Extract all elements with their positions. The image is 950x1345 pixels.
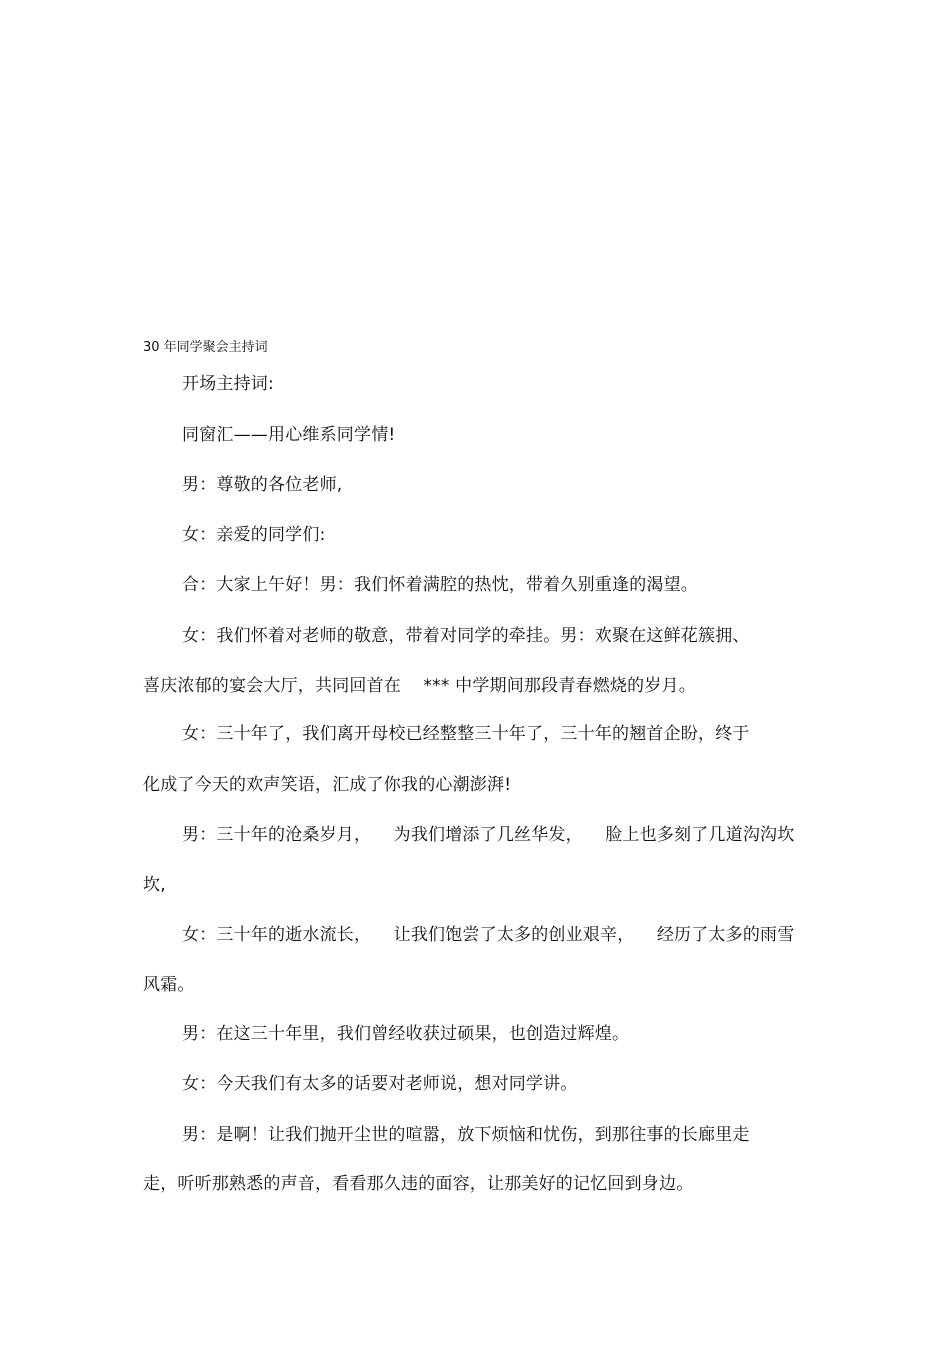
line-male-4-cont: 走，听听那熟悉的声音，看看那久违的面容，让那美好的记忆回到身边。	[143, 1174, 694, 1194]
line-male-3: 男：在这三十年里，我们曾经收获过硕果，也创造过辉煌。	[182, 1024, 630, 1044]
line-female-2: 女：三十年了，我们离开母校已经整整三十年了，三十年的翘首企盼，终于	[182, 724, 750, 744]
document-title: 30 年同学聚会主持词	[143, 340, 268, 355]
line-female-1: 女：我们怀着对老师的敬意，带着对同学的牵挂。男：欢聚在这鲜花簇拥、	[182, 626, 750, 646]
line-male-greeting: 男：尊敬的各位老师,	[182, 475, 343, 495]
line-male-2-cont: 坎,	[143, 875, 166, 895]
line-male-2: 男：三十年的沧桑岁月， 为我们增添了几丝华发， 脸上也多刻了几道沟沟坎	[182, 825, 795, 845]
line-theme: 同窗汇——用心维系同学情!	[182, 425, 396, 445]
line-female-greeting: 女：亲爱的同学们:	[182, 525, 326, 545]
line-together: 合：大家上午好！男：我们怀着满腔的热忱，带着久别重逢的渴望。	[182, 575, 698, 595]
line-female-3: 女：三十年的逝水流长， 让我们饱尝了太多的创业艰辛， 经历了太多的雨雪	[182, 925, 795, 945]
line-female-3-cont: 风霜。	[143, 975, 195, 995]
line-opening-heading: 开场主持词:	[182, 374, 274, 394]
line-female-4: 女：今天我们有太多的话要对老师说，想对同学讲。	[182, 1074, 578, 1094]
line-female-1-cont: 喜庆浓郁的宴会大厅，共同回首在 *** 中学期间那段青春燃烧的岁月。	[143, 676, 696, 696]
line-male-4: 男：是啊！让我们抛开尘世的喧嚣，放下烦恼和忧伤，到那往事的长廊里走	[182, 1125, 750, 1145]
line-female-2-cont: 化成了今天的欢声笑语，汇成了你我的心潮澎湃!	[143, 775, 512, 795]
